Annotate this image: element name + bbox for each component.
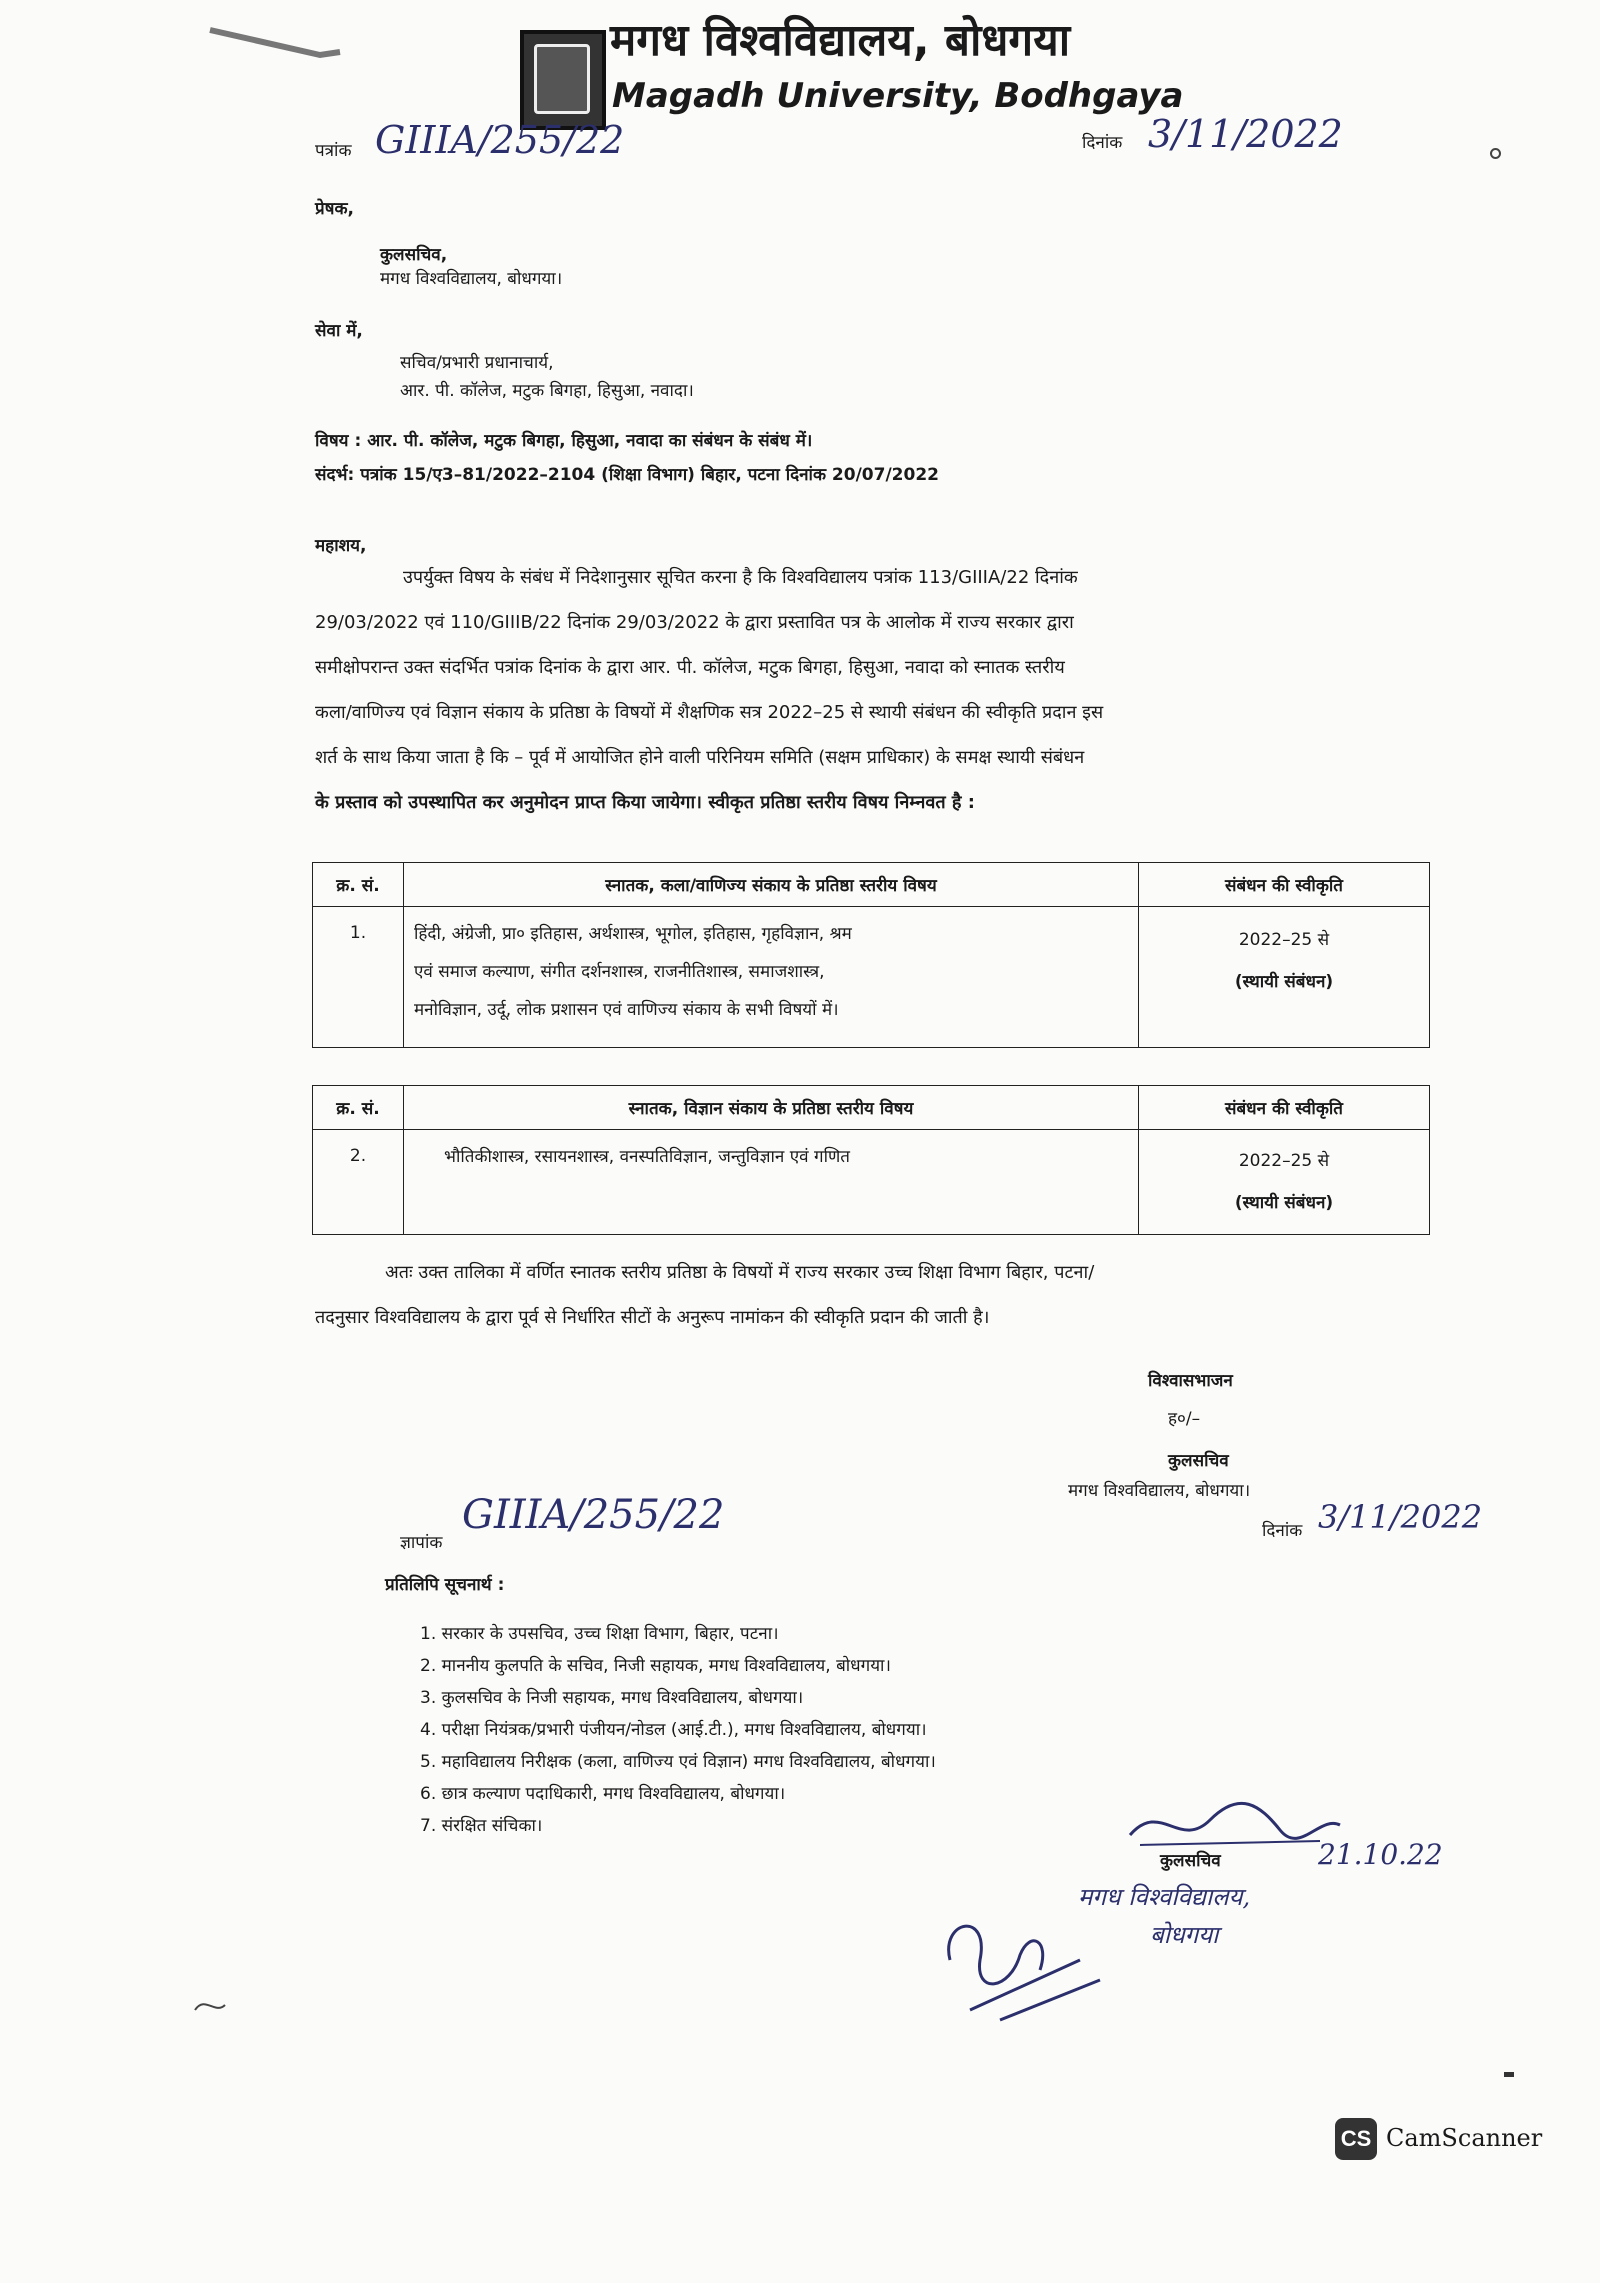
signature-designation: कुलसचिव bbox=[1160, 1851, 1221, 1871]
body-line: शर्त के साथ किया जाता है कि – पूर्व में आयोजित होने वाली परिनियम समिति (सक्षम प्राधिकार) के समक्ष स्थायी संबंधन bbox=[315, 747, 1085, 768]
list-item: 5. महाविद्यालय निरीक्षक (कला, वाणिज्य एवं विज्ञान) मगध विश्वविद्यालय, बोधगया। bbox=[420, 1752, 936, 1772]
row-approval bbox=[1139, 907, 1430, 1048]
memo-number: GIIIA/255/22 bbox=[462, 1492, 725, 1538]
closing-paragraph bbox=[315, 1250, 1445, 1340]
salutation: महाशय, bbox=[315, 536, 367, 556]
camscanner-logo-icon: CS bbox=[1335, 2118, 1377, 2160]
approval-type: (स्थायी संबंधन) bbox=[1234, 972, 1334, 992]
signoff-designation: कुलसचिव bbox=[1168, 1451, 1229, 1471]
col-serial-header: क्र. सं. bbox=[313, 863, 404, 907]
signature-org-line2: बोधगया bbox=[1150, 1921, 1219, 1949]
memo-date-label: दिनांक bbox=[1262, 1521, 1303, 1541]
row-serial: 2. bbox=[313, 1130, 404, 1235]
arts-commerce-table bbox=[312, 862, 1430, 1048]
closing-line: अतः उक्त तालिका में वर्णित स्नातक स्तरीय प्रतिष्ठा के विषयों में राज्य सरकार उच्च शिक्षा विभाग बिहार, पटना/ bbox=[385, 1262, 1095, 1283]
signature-date: 21.10.22 bbox=[1318, 1838, 1443, 1871]
list-item: 6. छात्र कल्याण पदाधिकारी, मगध विश्वविद्यालय, बोधगया। bbox=[420, 1784, 786, 1804]
reference-text: पत्रांक 15/ए3–81/2022–2104 (शिक्षा विभाग) बिहार, पटना दिनांक 20/07/2022 bbox=[360, 465, 939, 485]
ref-label: पत्रांक bbox=[315, 141, 352, 161]
stray-mark bbox=[190, 1990, 230, 2020]
table-header-row bbox=[313, 863, 1430, 907]
subject-list-line: मनोविज्ञान, उर्दू, लोक प्रशासन एवं वाणिज्य संकाय के सभी विषयों में। bbox=[414, 1000, 839, 1020]
sender-line2: मगध विश्वविद्यालय, बोधगया। bbox=[380, 269, 563, 289]
science-table bbox=[312, 1085, 1430, 1235]
table-header-row bbox=[313, 1086, 1430, 1130]
row-approval bbox=[1139, 1130, 1430, 1235]
approval-type: (स्थायी संबंधन) bbox=[1234, 1193, 1334, 1213]
signoff-org: मगध विश्वविद्यालय, बोधगया। bbox=[1068, 1481, 1251, 1501]
list-item: 1. सरकार के उपसचिव, उच्च शिक्षा विभाग, बिहार, पटना। bbox=[420, 1624, 779, 1644]
copy-to-list bbox=[420, 1618, 936, 1842]
memo-date: 3/11/2022 bbox=[1318, 1498, 1483, 1536]
body-paragraph bbox=[315, 555, 1445, 825]
body-line: समीक्षोपरान्त उक्त संदर्भित पत्रांक दिनांक के द्वारा आर. पी. कॉलेज, मटुक बिगहा, हिसुआ, नवादा को स्नातक स्तरीय bbox=[315, 657, 1065, 678]
table-row bbox=[313, 1130, 1430, 1235]
approval-session: 2022–25 से bbox=[1238, 930, 1330, 950]
approval-session: 2022–25 से bbox=[1238, 1151, 1330, 1171]
university-name-english: Magadh University, Bodhgaya bbox=[612, 76, 1184, 116]
reference-label: संदर्भ: bbox=[315, 465, 355, 485]
initials-scribble bbox=[930, 1900, 1120, 2030]
reference-line bbox=[315, 462, 939, 485]
list-item: 7. संरक्षित संचिका। bbox=[420, 1816, 543, 1836]
ref-date-label: दिनांक bbox=[1082, 133, 1123, 153]
ref-date: 3/11/2022 bbox=[1148, 112, 1343, 156]
recipient-line1: सचिव/प्रभारी प्रधानाचार्य, bbox=[400, 353, 554, 373]
subject-label: विषय : bbox=[315, 431, 362, 451]
body-line: के प्रस्ताव को उपस्थापित कर अनुमोदन प्राप्त किया जायेगा। स्वीकृत प्रतिष्ठा स्तरीय विषय निम्नवत है : bbox=[315, 792, 975, 813]
ref-number: GIIIA/255/22 bbox=[375, 118, 625, 162]
list-item: 4. परीक्षा नियंत्रक/प्रभारी पंजीयन/नोडल (आई.टी.), मगध विश्वविद्यालय, बोधगया। bbox=[420, 1720, 927, 1740]
faithfully-text: विश्वासभाजन bbox=[1148, 1371, 1233, 1391]
subject-list-line: हिंदी, अंग्रेजी, प्रा० इतिहास, अर्थशास्त्र, भूगोल, इतिहास, गृहविज्ञान, श्रम bbox=[414, 924, 852, 944]
recipient-label: सेवा में, bbox=[315, 321, 363, 341]
copy-to-label: प्रतिलिपि सूचनार्थ : bbox=[385, 1575, 505, 1595]
signature-org-line1: मगध विश्वविद्यालय, bbox=[1078, 1883, 1251, 1911]
col-subjects-header: स्नातक, कला/वाणिज्य संकाय के प्रतिष्ठा स्तरीय विषय bbox=[404, 863, 1139, 907]
list-item: 3. कुलसचिव के निजी सहायक, मगध विश्वविद्यालय, बोधगया। bbox=[420, 1688, 804, 1708]
row-subjects bbox=[404, 907, 1139, 1048]
body-line: कला/वाणिज्य एवं विज्ञान संकाय के प्रतिष्ठा के विषयों में शैक्षणिक सत्र 2022–25 से स्थायी संबंधन की स्वीकृति प्रदान इस bbox=[315, 702, 1104, 723]
row-subjects: भौतिकीशास्त्र, रसायनशास्त्र, वनस्पतिविज्ञान, जन्तुविज्ञान एवं गणित bbox=[404, 1130, 1139, 1235]
col-approval-header: संबंधन की स्वीकृति bbox=[1139, 1086, 1430, 1130]
stray-dot bbox=[1490, 148, 1501, 159]
closing-line: तदनुसार विश्वविद्यालय के द्वारा पूर्व से निर्धारित सीटों के अनुरूप नामांकन की स्वीकृति प्रदान की जाती है। bbox=[315, 1307, 990, 1328]
recipient-line2: आर. पी. कॉलेज, मटुक बिगहा, हिसुआ, नवादा। bbox=[400, 381, 694, 401]
body-line: उपर्युक्त विषय के संबंध में निदेशानुसार सूचित करना है कि विश्वविद्यालय पत्रांक 113/GIIIA/22 दिनांक bbox=[403, 567, 1078, 588]
university-emblem bbox=[520, 30, 606, 130]
sender-label: प्रेषक, bbox=[315, 199, 355, 219]
camscanner-text: CamScanner bbox=[1386, 2124, 1543, 2152]
subject-line bbox=[315, 428, 812, 451]
sender-line1: कुलसचिव, bbox=[380, 245, 448, 265]
row-serial: 1. bbox=[313, 907, 404, 1048]
subject-list-line: एवं समाज कल्याण, संगीत दर्शनशास्त्र, राजनीतिशास्त्र, समाजशास्त्र, bbox=[414, 962, 825, 982]
scan-smudge bbox=[200, 10, 350, 70]
list-item: 2. माननीय कुलपति के सचिव, निजी सहायक, मगध विश्वविद्यालय, बोधगया। bbox=[420, 1656, 891, 1676]
body-line: 29/03/2022 एवं 110/GIIIB/22 दिनांक 29/03/2022 के द्वारा प्रस्तावित पत्र के आलोक में राज्य सरकार द्वारा bbox=[315, 612, 1074, 633]
col-serial-header: क्र. सं. bbox=[313, 1086, 404, 1130]
memo-label: ज्ञापांक bbox=[400, 1533, 443, 1553]
registrar-signature bbox=[1120, 1795, 1350, 1855]
table-row bbox=[313, 907, 1430, 1048]
university-name-hindi: मगध विश्वविद्यालय, बोधगया bbox=[610, 15, 1071, 66]
signed-mark: ह०/– bbox=[1168, 1409, 1201, 1429]
col-approval-header: संबंधन की स्वीकृति bbox=[1139, 863, 1430, 907]
subject-text: आर. पी. कॉलेज, मटुक बिगहा, हिसुआ, नवादा का संबंधन के संबंध में। bbox=[367, 431, 813, 451]
col-subjects-header: स्नातक, विज्ञान संकाय के प्रतिष्ठा स्तरीय विषय bbox=[404, 1086, 1139, 1130]
stray-dash bbox=[1504, 2072, 1514, 2077]
